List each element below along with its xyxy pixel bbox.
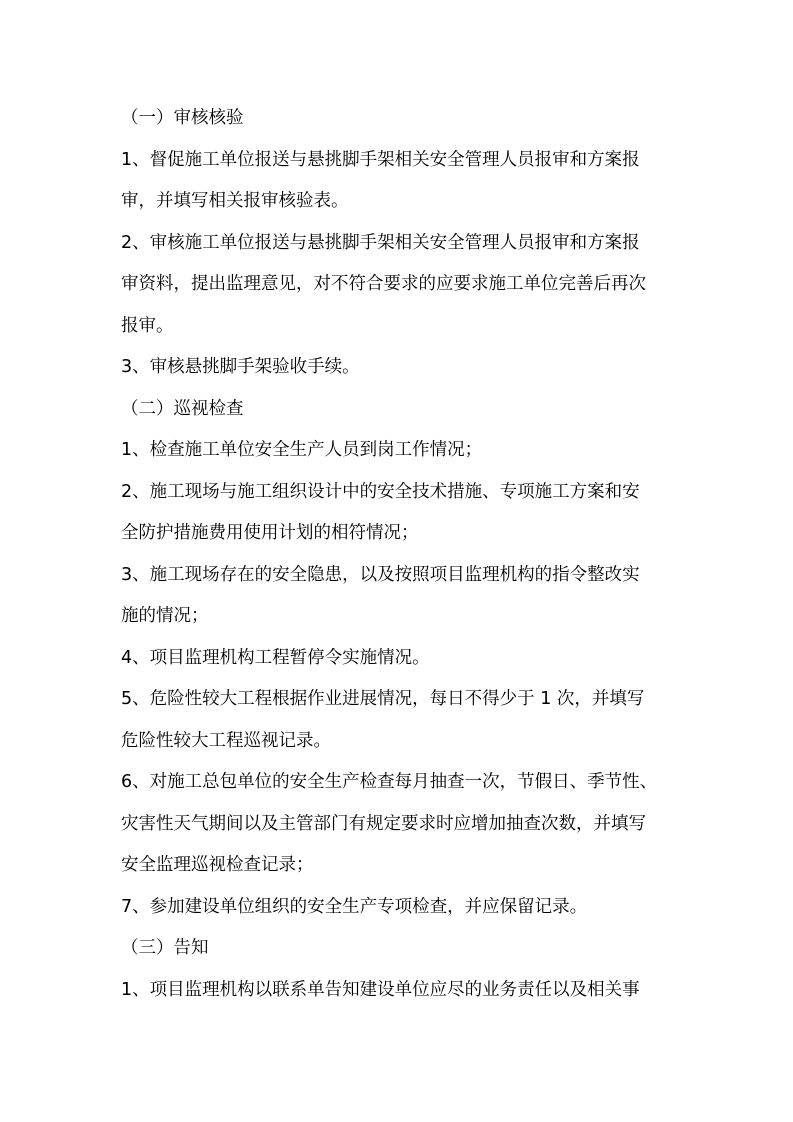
paragraph-line: 5、危险性较大工程根据作业进展情况，每日不得少于 1 次，并填写	[121, 689, 645, 709]
paragraph-line: 1、检查施工单位安全生产人员到岗工作情况；	[121, 440, 483, 460]
paragraph-line: 审，并填写相关报审核验表。	[121, 191, 349, 211]
paragraph-line: 安全监理巡视检查记录；	[121, 855, 314, 875]
paragraph-line: 审资料，提出监理意见，对不符合要求的应要求施工单位完善后再次	[121, 274, 646, 294]
paragraph-line: 2、施工现场与施工组织设计中的安全技术措施、专项施工方案和安	[121, 481, 640, 502]
section-heading-review: （一）审核核验	[121, 108, 244, 128]
paragraph-line: 全防护措施费用使用计划的相符情况；	[121, 523, 419, 543]
paragraph-line: 施的情况；	[121, 606, 209, 626]
paragraph-line: 1、督促施工单位报送与悬挑脚手架相关安全管理人员报审和方案报	[121, 149, 640, 170]
document-body	[121, 98, 677, 1011]
paragraph-line: 1、项目监理机构以联系单告知建设单位应尽的业务责任以及相关事	[121, 979, 640, 1000]
paragraph-line: 报审。	[121, 315, 174, 336]
section-heading-inspection: （二）巡视检查	[121, 398, 244, 419]
paragraph-line: 3、施工现场存在的安全隐患，以及按照项目监理机构的指令整改实	[121, 564, 640, 585]
paragraph-line: 7、参加建设单位组织的安全生产专项检查，并应保留记录。	[121, 896, 588, 917]
paragraph-line: 危险性较大工程巡视记录。	[121, 730, 331, 751]
paragraph-line: 3、审核悬挑脚手架验收手续。	[121, 357, 360, 377]
paragraph-line: 2、审核施工单位报送与悬挑脚手架相关安全管理人员报审和方案报	[121, 232, 640, 253]
paragraph-line: 灾害性天气期间以及主管部门有规定要求时应增加抽查次数，并填写	[121, 813, 646, 834]
paragraph-line: 6、对施工总包单位的安全生产检查每月抽查一次，节假日、季节性、	[121, 772, 658, 792]
section-heading-notification: （三）告知	[121, 938, 209, 958]
paragraph-line: 4、项目监理机构工程暂停令实施情况。	[121, 647, 430, 668]
